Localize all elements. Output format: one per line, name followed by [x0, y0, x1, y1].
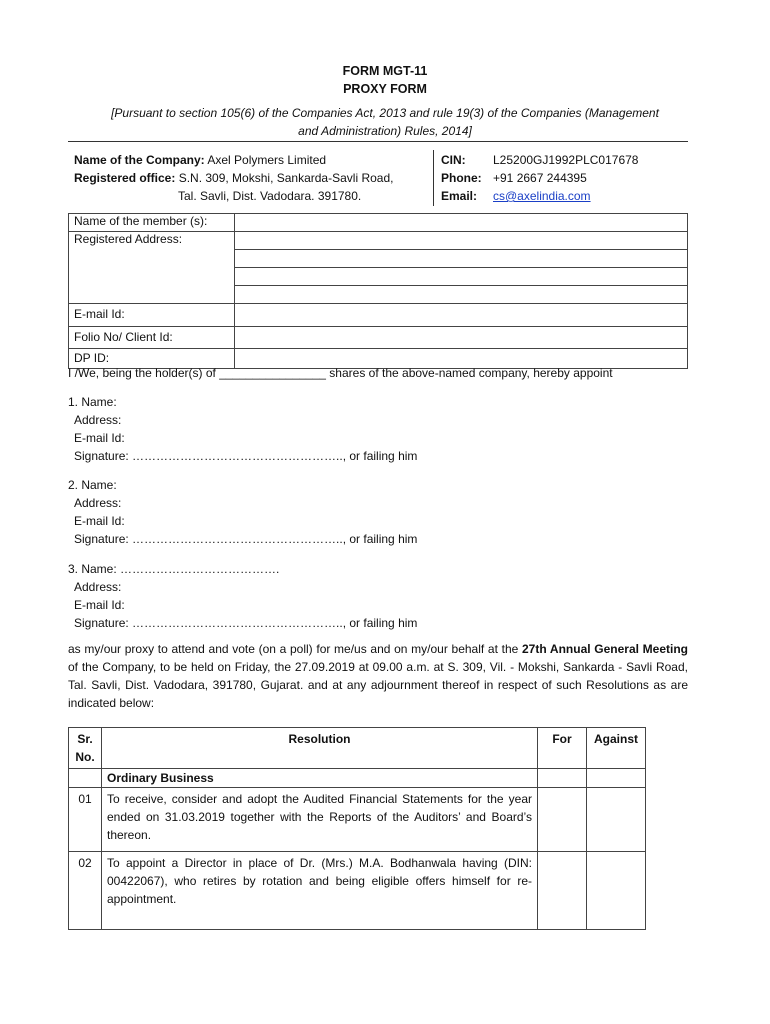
col-for-header: For — [538, 728, 587, 769]
folio-field[interactable] — [235, 327, 688, 349]
email-link[interactable]: cs@axelindia.com — [493, 189, 591, 203]
header-divider — [68, 141, 688, 142]
registered-office-value-1: S.N. 309, Mokshi, Sankarda-Savli Road, — [175, 171, 394, 185]
table-row — [69, 852, 646, 930]
member-email-field[interactable] — [235, 304, 688, 327]
form-subtitle: PROXY FORM — [343, 82, 427, 96]
proxy-3-signature: Signature: …………………………………………….., or failing him — [74, 616, 418, 630]
resolutions-table — [68, 727, 646, 930]
dp-id-label: DP ID: — [69, 349, 235, 369]
proxy-2 — [68, 476, 688, 548]
proxy-2-name: 2. Name: — [68, 478, 117, 492]
table-row — [69, 788, 646, 852]
proxy-1-name: 1. Name: — [68, 395, 117, 409]
registered-address-field-2[interactable] — [235, 250, 688, 268]
proxy-3-email: E-mail Id: — [74, 598, 125, 612]
cin-label: CIN: — [441, 153, 466, 167]
phone-value: +91 2667 244395 — [493, 171, 587, 185]
proxy-1-email: E-mail Id: — [74, 431, 125, 445]
company-details — [74, 151, 434, 205]
email-label: Email: — [441, 189, 478, 203]
registered-office-label: Registered office: — [74, 171, 176, 185]
resolution-1-against-cell[interactable] — [587, 788, 646, 852]
company-name-value: Axel Polymers Limited — [204, 153, 327, 167]
registered-address-label: Registered Address: — [69, 232, 235, 304]
proxy-paragraph-part-1: as my/our proxy to attend and vote (on a poll) for me/us and on my/our behalf at the — [68, 642, 522, 656]
proxy-1-address: Address: — [74, 413, 122, 427]
resolution-1-text: To receive, consider and adopt the Audited Financial Statements for the year ended on 31.03.2019 together with the Reports of the Auditors’ and Board’s thereon. — [102, 788, 538, 852]
form-title: FORM MGT-11 — [342, 64, 428, 78]
registered-address-field-1[interactable] — [235, 232, 688, 250]
proxy-3-address: Address: — [74, 580, 122, 594]
member-name-field[interactable] — [235, 214, 688, 232]
section-sr-cell — [69, 769, 102, 788]
resolution-2-for-cell[interactable] — [538, 852, 587, 930]
proxy-2-address: Address: — [74, 496, 122, 510]
folio-label: Folio No/ Client Id: — [69, 327, 235, 349]
resolution-1-sr: 01 — [69, 788, 102, 852]
proxy-paragraph-part-2: of the Company, to be held on Friday, the 27.09.2019 at 09.00 a.m. at S. 309, Vil. - Mokshi, Sankarda - Savli Road, Tal. Savli, Dist. Vadodara, 391780, Gujarat. and at any adjournment thereof in respect of such Resolutions as are indicated below: — [68, 660, 688, 710]
cin-value: L25200GJ1992PLC017678 — [493, 153, 639, 167]
pursuant-text-line-2: and Administration) Rules, 2014] — [298, 124, 472, 138]
proxy-2-email: E-mail Id: — [74, 514, 125, 528]
phone-label: Phone: — [441, 171, 482, 185]
holder-statement: I /We, being the holder(s) of ________________ shares of the above-named company, hereby appoint — [68, 366, 613, 380]
member-details-table — [68, 213, 688, 369]
member-name-label: Name of the member (s): — [69, 214, 235, 232]
meeting-name: 27th Annual General Meeting — [522, 642, 688, 656]
ordinary-business-heading: Ordinary Business — [102, 769, 538, 788]
resolution-1-for-cell[interactable] — [538, 788, 587, 852]
registered-address-field-3[interactable] — [235, 268, 688, 286]
section-against-cell — [587, 769, 646, 788]
company-contact-divider — [433, 150, 434, 206]
proxy-3-name: 3. Name: …………………………………. — [68, 562, 280, 576]
company-name-label: Name of the Company: — [74, 153, 205, 167]
registered-office-value-2: Tal. Savli, Dist. Vadodara. 391780. — [178, 189, 362, 203]
resolution-2-text: To appoint a Director in place of Dr. (Mrs.) M.A. Bodhanwala having (DIN: 00422067), who retires by rotation and being eligible offers himself for re-appointment. — [102, 852, 538, 930]
proxy-3 — [68, 560, 688, 632]
proxy-appointment-paragraph — [68, 640, 688, 712]
proxy-1-signature: Signature: …………………………………………….., or failing him — [74, 449, 418, 463]
col-sr-header: Sr. No. — [69, 728, 102, 769]
member-email-label: E-mail Id: — [69, 304, 235, 327]
pursuant-text-line-1: [Pursuant to section 105(6) of the Companies Act, 2013 and rule 19(3) of the Companies (Management — [111, 106, 659, 120]
company-contact — [441, 151, 691, 205]
proxy-1 — [68, 393, 688, 465]
resolution-2-against-cell[interactable] — [587, 852, 646, 930]
registered-address-field-4[interactable] — [235, 286, 688, 304]
resolution-2-sr: 02 — [69, 852, 102, 930]
col-against-header: Against — [587, 728, 646, 769]
col-resolution-header: Resolution — [102, 728, 538, 769]
proxy-2-signature: Signature: …………………………………………….., or failing him — [74, 532, 418, 546]
section-for-cell — [538, 769, 587, 788]
